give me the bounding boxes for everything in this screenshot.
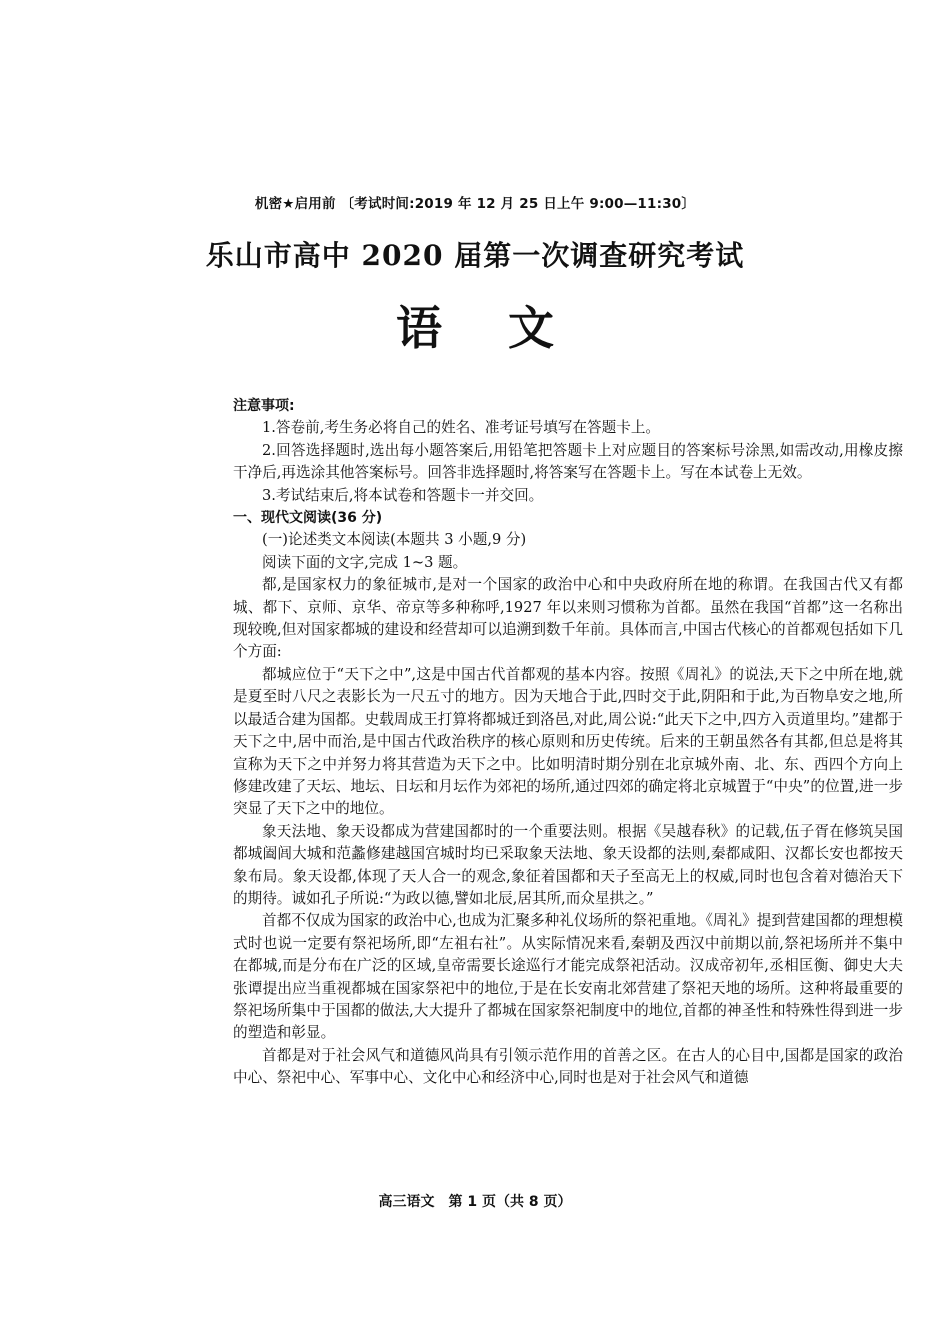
passage-paragraph: 都,是国家权力的象征城市,是对一个国家的政治中心和中央政府所在地的称谓。在我国古代又有都城、都下、京师、京华、帝京等多种称呼,1927 年以来则习惯称为首都。虽然在我国“首都”这一名称出现较晚,但对国家都城的建设和经营却可以追溯到数千年前。具体而言,中国古代核心的首都观包括如下几个方面:: [233, 576, 903, 661]
notice-item: 2.回答选择题时,选出每小题答案后,用铅笔把答题卡上对应题目的答案标号涂黑,如需改动,用橡皮擦干净后,再选涂其他答案标号。回答非选择题时,将答案写在答题卡上。写在本试卷上无效。: [233, 441, 903, 482]
passage-paragraph: 首都是对于社会风气和道德风尚具有引领示范作用的首善之区。在古人的心目中,国都是国家的政治中心、祭祀中心、军事中心、文化中心和经济中心,同时也是对于社会风气和道德: [233, 1046, 903, 1087]
notice-item: 3.考试结束后,将本试卷和答题卡一并交回。: [262, 486, 544, 504]
page-footer: 高三语文 第 1 页（共 8 页）: [378, 1194, 572, 1210]
exam-title: 乐山市高中 2020 届第一次调查研究考试: [205, 239, 745, 272]
passage-paragraph: 象天法地、象天设都成为营建国都时的一个重要法则。根据《吴越春秋》的记载,伍子胥在修筑吴国都城阖闾大城和范蠡修建越国宫城时均已采取象天法地、象天设都的法则,秦都咸阳、汉都长安也都按天象布局。象天设都,体现了天人合一的观念,象征着国都和天子至高无上的权威,同时也包含着对德治天下的期待。诚如孔子所说:“为政以德,譬如北辰,居其所,而众星拱之。”: [233, 822, 903, 907]
subject-title: 语文: [396, 301, 620, 355]
exam-body: [233, 395, 903, 1090]
section-heading: 一、现代文阅读(36 分): [233, 510, 383, 527]
exam-time: 〔考试时间:2019 年 12 月 25 日上午 9:00—11:30〕: [340, 196, 696, 212]
notice-heading: 注意事项:: [233, 398, 295, 414]
confidential-label: 机密★启用前: [254, 196, 336, 212]
passage-paragraph: 首都不仅成为国家的政治中心,也成为汇聚多种礼仪场所的祭祀重地。《周礼》提到营建国都的理想模式时也说一定要有祭祀场所,即“左祖右社”。从实际情况来看,秦朝及西汉中前期以前,祭祀场所并不集中在都城,而是分布在广泛的区域,皇帝需要长途巡行才能完成祭祀活动。汉成帝初年,丞相匡衡、御史大夫张谭提出应当重视都城在国家祭祀中的地位,于是在长安南北郊营建了祭祀天地的场所。这种将最重要的祭祀场所集中于国都的做法,大大提升了都城在国家祭祀制度中的地位,首都的神圣性和特殊性得到进一步的塑造和彰显。: [233, 912, 903, 1042]
exam-meta-line: [0, 192, 950, 212]
passage-paragraph: 都城应位于“天下之中”,这是中国古代首都观的基本内容。按照《周礼》的说法,天下之中所在地,就是夏至时八尺之表影长为一尺五寸的地方。因为天地合于此,四时交于此,阴阳和于此,为百物阜安之地,所以最适合建为国都。史载周成王打算将都城迁到洛邑,对此,周公说:“此天下之中,四方入贡道里均。”建都于天下之中,居中而治,是中国古代政治秩序的核心原则和历史传统。后来的王朝虽然各有其都,但总是将其宣称为天下之中并努力将其营造为天下之中。比如明清时期分别在北京城外南、北、东、西四个方向上修建改建了天坛、地坛、日坛和月坛作为郊祀的场所,通过四郊的确定将北京城置于“中央”的位置,进一步突显了天下之中的地位。: [233, 665, 903, 818]
subsection-heading: (一)论述类文本阅读(本题共 3 小题,9 分): [262, 531, 527, 549]
notice-item: 1.答卷前,考生务必将自己的姓名、准考证号填写在答题卡上。: [262, 419, 661, 437]
reading-instruction: 阅读下面的文字,完成 1~3 题。: [262, 553, 468, 571]
